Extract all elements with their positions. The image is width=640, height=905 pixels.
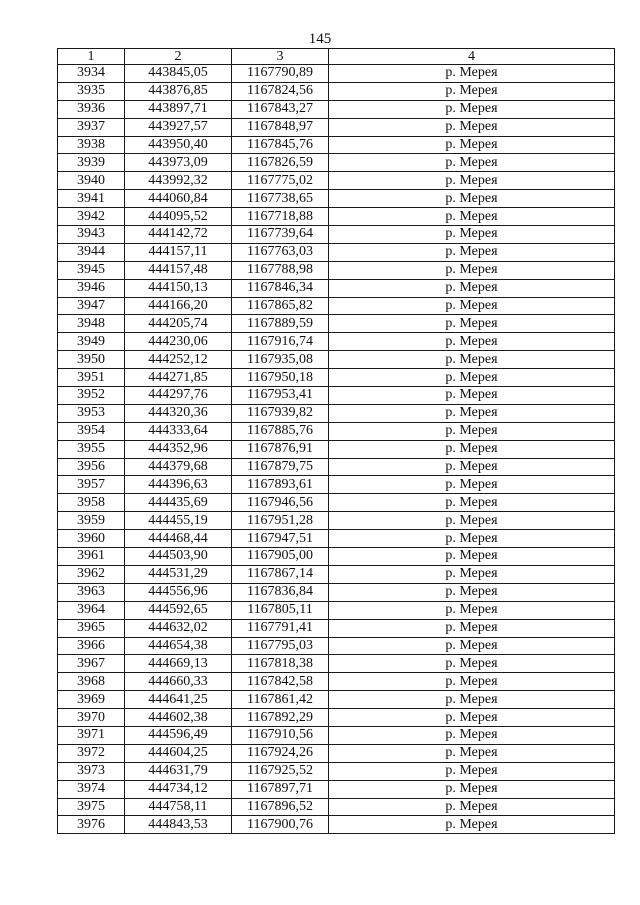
point-number-cell: 3956 (58, 458, 125, 476)
x-coordinate-cell: 444758,11 (125, 798, 232, 816)
point-number-cell: 3957 (58, 476, 125, 494)
table-row (58, 422, 615, 440)
y-coordinate-cell: 1167939,82 (232, 404, 329, 422)
table-row (58, 279, 615, 297)
y-coordinate-cell: 1167951,28 (232, 512, 329, 530)
y-coordinate-cell: 1167795,03 (232, 637, 329, 655)
point-number-cell: 3946 (58, 279, 125, 297)
y-coordinate-cell: 1167861,42 (232, 691, 329, 709)
table-row (58, 65, 615, 83)
table-row (58, 655, 615, 673)
y-coordinate-cell: 1167775,02 (232, 172, 329, 190)
x-coordinate-cell: 444095,52 (125, 208, 232, 226)
x-coordinate-cell: 444602,38 (125, 709, 232, 727)
point-number-cell: 3934 (58, 65, 125, 83)
table-row (58, 762, 615, 780)
description-cell: р. Мерея (329, 709, 615, 727)
description-cell: р. Мерея (329, 404, 615, 422)
description-cell: р. Мерея (329, 673, 615, 691)
description-cell: р. Мерея (329, 744, 615, 762)
description-cell: р. Мерея (329, 691, 615, 709)
x-coordinate-cell: 443927,57 (125, 118, 232, 136)
y-coordinate-cell: 1167826,59 (232, 154, 329, 172)
x-coordinate-cell: 444455,19 (125, 512, 232, 530)
point-number-cell: 3959 (58, 512, 125, 530)
description-cell: р. Мерея (329, 601, 615, 619)
coordinates-table (57, 48, 615, 834)
description-cell: р. Мерея (329, 422, 615, 440)
table-row (58, 315, 615, 333)
table-row (58, 118, 615, 136)
x-coordinate-cell: 444435,69 (125, 494, 232, 512)
description-cell: р. Мерея (329, 494, 615, 512)
x-coordinate-cell: 444166,20 (125, 297, 232, 315)
description-cell: р. Мерея (329, 619, 615, 637)
description-cell: р. Мерея (329, 100, 615, 118)
table-row (58, 172, 615, 190)
point-number-cell: 3935 (58, 82, 125, 100)
table-row (58, 673, 615, 691)
table-row (58, 440, 615, 458)
table-row (58, 297, 615, 315)
y-coordinate-cell: 1167846,34 (232, 279, 329, 297)
x-coordinate-cell: 444660,33 (125, 673, 232, 691)
description-cell: р. Мерея (329, 512, 615, 530)
y-coordinate-cell: 1167788,98 (232, 261, 329, 279)
point-number-cell: 3971 (58, 726, 125, 744)
description-cell: р. Мерея (329, 297, 615, 315)
description-cell: р. Мерея (329, 118, 615, 136)
x-coordinate-cell: 444333,64 (125, 422, 232, 440)
description-cell: р. Мерея (329, 816, 615, 834)
x-coordinate-cell: 443876,85 (125, 82, 232, 100)
table-row (58, 798, 615, 816)
table-row (58, 351, 615, 369)
table-row (58, 709, 615, 727)
y-coordinate-cell: 1167843,27 (232, 100, 329, 118)
x-coordinate-cell: 444669,13 (125, 655, 232, 673)
x-coordinate-cell: 444468,44 (125, 530, 232, 548)
description-cell: р. Мерея (329, 243, 615, 261)
table-row (58, 369, 615, 387)
description-cell: р. Мерея (329, 530, 615, 548)
description-cell: р. Мерея (329, 351, 615, 369)
table-row (58, 601, 615, 619)
point-number-cell: 3974 (58, 780, 125, 798)
y-coordinate-cell: 1167845,76 (232, 136, 329, 154)
y-coordinate-cell: 1167879,75 (232, 458, 329, 476)
table-row (58, 530, 615, 548)
column-header-2: 2 (125, 49, 232, 65)
x-coordinate-cell: 444843,53 (125, 816, 232, 834)
point-number-cell: 3936 (58, 100, 125, 118)
point-number-cell: 3965 (58, 619, 125, 637)
description-cell: р. Мерея (329, 762, 615, 780)
point-number-cell: 3961 (58, 548, 125, 566)
x-coordinate-cell: 443845,05 (125, 65, 232, 83)
table-row (58, 458, 615, 476)
point-number-cell: 3960 (58, 530, 125, 548)
point-number-cell: 3970 (58, 709, 125, 727)
y-coordinate-cell: 1167848,97 (232, 118, 329, 136)
point-number-cell: 3954 (58, 422, 125, 440)
x-coordinate-cell: 444503,90 (125, 548, 232, 566)
description-cell: р. Мерея (329, 261, 615, 279)
table-row (58, 190, 615, 208)
y-coordinate-cell: 1167790,89 (232, 65, 329, 83)
x-coordinate-cell: 444252,12 (125, 351, 232, 369)
header-row (58, 49, 615, 65)
y-coordinate-cell: 1167842,58 (232, 673, 329, 691)
y-coordinate-cell: 1167876,91 (232, 440, 329, 458)
point-number-cell: 3953 (58, 404, 125, 422)
point-number-cell: 3962 (58, 565, 125, 583)
y-coordinate-cell: 1167885,76 (232, 422, 329, 440)
description-cell: р. Мерея (329, 369, 615, 387)
point-number-cell: 3976 (58, 816, 125, 834)
x-coordinate-cell: 444592,65 (125, 601, 232, 619)
y-coordinate-cell: 1167905,00 (232, 548, 329, 566)
description-cell: р. Мерея (329, 655, 615, 673)
x-coordinate-cell: 444641,25 (125, 691, 232, 709)
table-row (58, 243, 615, 261)
description-cell: р. Мерея (329, 208, 615, 226)
point-number-cell: 3955 (58, 440, 125, 458)
x-coordinate-cell: 444142,72 (125, 226, 232, 244)
point-number-cell: 3973 (58, 762, 125, 780)
description-cell: р. Мерея (329, 172, 615, 190)
x-coordinate-cell: 444271,85 (125, 369, 232, 387)
y-coordinate-cell: 1167950,18 (232, 369, 329, 387)
table-row (58, 226, 615, 244)
y-coordinate-cell: 1167953,41 (232, 387, 329, 405)
point-number-cell: 3941 (58, 190, 125, 208)
description-cell: р. Мерея (329, 440, 615, 458)
point-number-cell: 3951 (58, 369, 125, 387)
y-coordinate-cell: 1167867,14 (232, 565, 329, 583)
table-row (58, 261, 615, 279)
y-coordinate-cell: 1167739,64 (232, 226, 329, 244)
x-coordinate-cell: 444230,06 (125, 333, 232, 351)
description-cell: р. Мерея (329, 65, 615, 83)
description-cell: р. Мерея (329, 136, 615, 154)
table-row (58, 637, 615, 655)
x-coordinate-cell: 443973,09 (125, 154, 232, 172)
x-coordinate-cell: 444654,38 (125, 637, 232, 655)
y-coordinate-cell: 1167946,56 (232, 494, 329, 512)
x-coordinate-cell: 443992,32 (125, 172, 232, 190)
description-cell: р. Мерея (329, 476, 615, 494)
x-coordinate-cell: 444631,79 (125, 762, 232, 780)
description-cell: р. Мерея (329, 583, 615, 601)
x-coordinate-cell: 444396,63 (125, 476, 232, 494)
y-coordinate-cell: 1167910,56 (232, 726, 329, 744)
x-coordinate-cell: 444556,96 (125, 583, 232, 601)
y-coordinate-cell: 1167935,08 (232, 351, 329, 369)
x-coordinate-cell: 444150,13 (125, 279, 232, 297)
description-cell: р. Мерея (329, 387, 615, 405)
table-row (58, 565, 615, 583)
table-row (58, 512, 615, 530)
column-header-3: 3 (232, 49, 329, 65)
y-coordinate-cell: 1167897,71 (232, 780, 329, 798)
point-number-cell: 3938 (58, 136, 125, 154)
x-coordinate-cell: 444734,12 (125, 780, 232, 798)
column-header-4: 4 (329, 49, 615, 65)
table-row (58, 476, 615, 494)
point-number-cell: 3952 (58, 387, 125, 405)
description-cell: р. Мерея (329, 226, 615, 244)
table-row (58, 333, 615, 351)
y-coordinate-cell: 1167924,26 (232, 744, 329, 762)
description-cell: р. Мерея (329, 279, 615, 297)
point-number-cell: 3942 (58, 208, 125, 226)
table-row (58, 744, 615, 762)
x-coordinate-cell: 444157,48 (125, 261, 232, 279)
y-coordinate-cell: 1167738,65 (232, 190, 329, 208)
y-coordinate-cell: 1167718,88 (232, 208, 329, 226)
point-number-cell: 3967 (58, 655, 125, 673)
x-coordinate-cell: 444596,49 (125, 726, 232, 744)
point-number-cell: 3943 (58, 226, 125, 244)
point-number-cell: 3963 (58, 583, 125, 601)
table-row (58, 816, 615, 834)
point-number-cell: 3950 (58, 351, 125, 369)
point-number-cell: 3949 (58, 333, 125, 351)
description-cell: р. Мерея (329, 548, 615, 566)
y-coordinate-cell: 1167892,29 (232, 709, 329, 727)
description-cell: р. Мерея (329, 82, 615, 100)
table-row (58, 208, 615, 226)
x-coordinate-cell: 444320,36 (125, 404, 232, 422)
point-number-cell: 3964 (58, 601, 125, 619)
y-coordinate-cell: 1167763,03 (232, 243, 329, 261)
y-coordinate-cell: 1167900,76 (232, 816, 329, 834)
x-coordinate-cell: 444297,76 (125, 387, 232, 405)
description-cell: р. Мерея (329, 565, 615, 583)
y-coordinate-cell: 1167824,56 (232, 82, 329, 100)
x-coordinate-cell: 444604,25 (125, 744, 232, 762)
y-coordinate-cell: 1167893,61 (232, 476, 329, 494)
point-number-cell: 3947 (58, 297, 125, 315)
point-number-cell: 3945 (58, 261, 125, 279)
y-coordinate-cell: 1167925,52 (232, 762, 329, 780)
point-number-cell: 3937 (58, 118, 125, 136)
point-number-cell: 3969 (58, 691, 125, 709)
description-cell: р. Мерея (329, 190, 615, 208)
x-coordinate-cell: 444205,74 (125, 315, 232, 333)
table-row (58, 548, 615, 566)
description-cell: р. Мерея (329, 780, 615, 798)
table-row (58, 100, 615, 118)
x-coordinate-cell: 443897,71 (125, 100, 232, 118)
table-row (58, 494, 615, 512)
x-coordinate-cell: 444352,96 (125, 440, 232, 458)
y-coordinate-cell: 1167818,38 (232, 655, 329, 673)
point-number-cell: 3968 (58, 673, 125, 691)
x-coordinate-cell: 444531,29 (125, 565, 232, 583)
x-coordinate-cell: 444632,02 (125, 619, 232, 637)
table-row (58, 583, 615, 601)
point-number-cell: 3940 (58, 172, 125, 190)
table-row (58, 136, 615, 154)
y-coordinate-cell: 1167896,52 (232, 798, 329, 816)
x-coordinate-cell: 443950,40 (125, 136, 232, 154)
y-coordinate-cell: 1167836,84 (232, 583, 329, 601)
table-row (58, 726, 615, 744)
x-coordinate-cell: 444060,84 (125, 190, 232, 208)
column-header-1: 1 (58, 49, 125, 65)
y-coordinate-cell: 1167916,74 (232, 333, 329, 351)
description-cell: р. Мерея (329, 726, 615, 744)
table-row (58, 82, 615, 100)
y-coordinate-cell: 1167805,11 (232, 601, 329, 619)
y-coordinate-cell: 1167947,51 (232, 530, 329, 548)
y-coordinate-cell: 1167865,82 (232, 297, 329, 315)
table-body (58, 65, 615, 834)
description-cell: р. Мерея (329, 798, 615, 816)
point-number-cell: 3966 (58, 637, 125, 655)
point-number-cell: 3972 (58, 744, 125, 762)
description-cell: р. Мерея (329, 637, 615, 655)
y-coordinate-cell: 1167889,59 (232, 315, 329, 333)
description-cell: р. Мерея (329, 315, 615, 333)
description-cell: р. Мерея (329, 458, 615, 476)
table-row (58, 619, 615, 637)
point-number-cell: 3944 (58, 243, 125, 261)
x-coordinate-cell: 444157,11 (125, 243, 232, 261)
table-row (58, 154, 615, 172)
description-cell: р. Мерея (329, 154, 615, 172)
point-number-cell: 3958 (58, 494, 125, 512)
y-coordinate-cell: 1167791,41 (232, 619, 329, 637)
x-coordinate-cell: 444379,68 (125, 458, 232, 476)
description-cell: р. Мерея (329, 333, 615, 351)
point-number-cell: 3939 (58, 154, 125, 172)
table-row (58, 691, 615, 709)
point-number-cell: 3975 (58, 798, 125, 816)
point-number-cell: 3948 (58, 315, 125, 333)
table-row (58, 404, 615, 422)
table-row (58, 387, 615, 405)
page-number: 145 (308, 31, 332, 47)
table-row (58, 780, 615, 798)
